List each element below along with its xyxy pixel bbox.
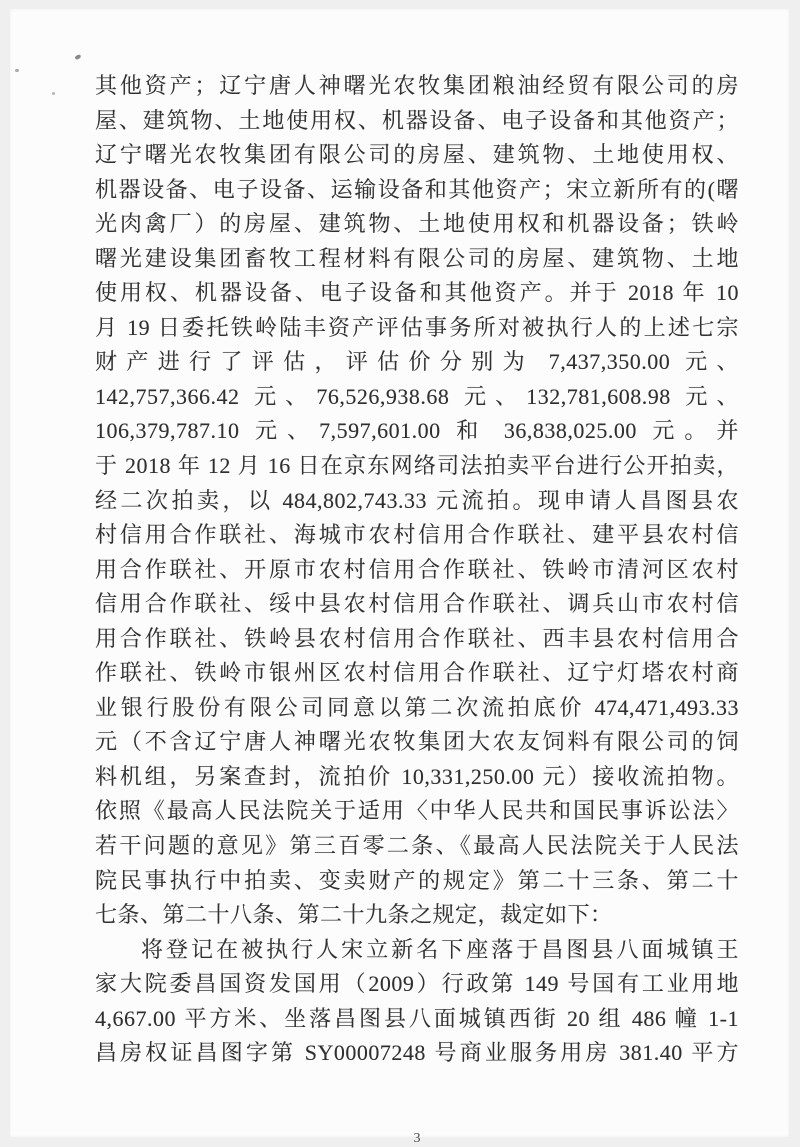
doc-line: 院民事执行中拍卖、变卖财产的规定》第二十三条、第二十 [95,867,739,893]
doc-line: 辽宁曙光农牧集团有限公司的房屋、建筑物、土地使用权、 [95,142,739,168]
document-page [10,9,789,1146]
doc-line: 财产进行了评估，评估价分别为 7,437,350.00 元、 [95,349,739,375]
doc-line: 业银行股份有限公司同意以第二次流拍底价 474,471,493.33 [95,694,739,720]
doc-line: 昌房权证昌图字第 SY00007248 号商业服务用房 381.40 平方 [95,1040,739,1066]
doc-line: 七条、第二十八条、第二十九条之规定，裁定如下： [95,902,613,928]
ink-speck [15,69,19,72]
doc-line: 用合作联社、铁岭县农村信用合作联社、西丰县农村信用合 [95,625,739,651]
doc-line: 使用权、机器设备、电子设备和其他资产。并于 2018 年 10 [95,280,739,306]
page-number: 3 [413,1131,421,1146]
doc-line: 于 2018 年 12 月 16 日在京东网络司法拍卖平台进行公开拍卖， [95,453,739,479]
doc-line: 家大院委昌国资发国用（2009）行政第 149 号国有工业用地 [95,971,739,997]
document-body-lines [95,69,739,1071]
doc-line: 用合作联社、开原市农村信用合作联社、铁岭市清河区农村 [95,556,739,582]
doc-line: 屋、建筑物、土地使用权、机器设备、电子设备和其他资产； [95,107,739,133]
doc-line: 142,757,366.42 元、76,526,938.68 元、132,781,608.98 元、 [95,383,739,409]
doc-line: 4,667.00 平方米、坐落昌图县八面城镇西街 20 组 486 幢 1-1 [95,1005,739,1031]
doc-line: 料机组，另案查封，流拍价 10,331,250.00 元）接收流拍物。 [95,763,739,789]
document-text-block [95,69,739,1146]
ink-speck [52,92,55,95]
doc-line: 元（不含辽宁唐人神曙光农牧集团大农友饲料有限公司的饲 [95,729,739,755]
doc-line: 光肉禽厂）的房屋、建筑物、土地使用权和机器设备；铁岭 [95,211,739,237]
doc-line: 将登记在被执行人宋立新名下座落于昌图县八面城镇王 [141,936,739,962]
doc-line: 作联社、铁岭市银州区农村信用合作联社、辽宁灯塔农村商 [95,660,739,686]
doc-line: 若干问题的意见》第三百零二条、《最高人民法院关于人民法 [95,833,739,859]
doc-line: 机器设备、电子设备、运输设备和其他资产；宋立新所有的(曙 [95,176,739,202]
doc-line: 月 19 日委托铁岭陆丰资产评估事务所对被执行人的上述七宗 [95,314,739,340]
ink-speck [74,54,81,61]
doc-line: 106,379,787.10 元、7,597,601.00 和 36,838,025.00 元。并 [95,418,739,444]
doc-line: 信用合作联社、绥中县农村信用合作联社、调兵山市农村信 [95,591,739,617]
doc-line: 依照《最高人民法院关于适用〈中华人民共和国民事诉讼法〉 [95,798,739,824]
doc-line: 村信用合作联社、海城市农村信用合作联社、建平县农村信 [95,522,739,548]
doc-line: 经二次拍卖，以 484,802,743.33 元流拍。现申请人昌图县农 [95,487,739,513]
doc-line: 曙光建设集团畜牧工程材料有限公司的房屋、建筑物、土地 [95,245,739,271]
doc-line: 其他资产；辽宁唐人神曙光农牧集团粮油经贸有限公司的房 [95,73,739,98]
